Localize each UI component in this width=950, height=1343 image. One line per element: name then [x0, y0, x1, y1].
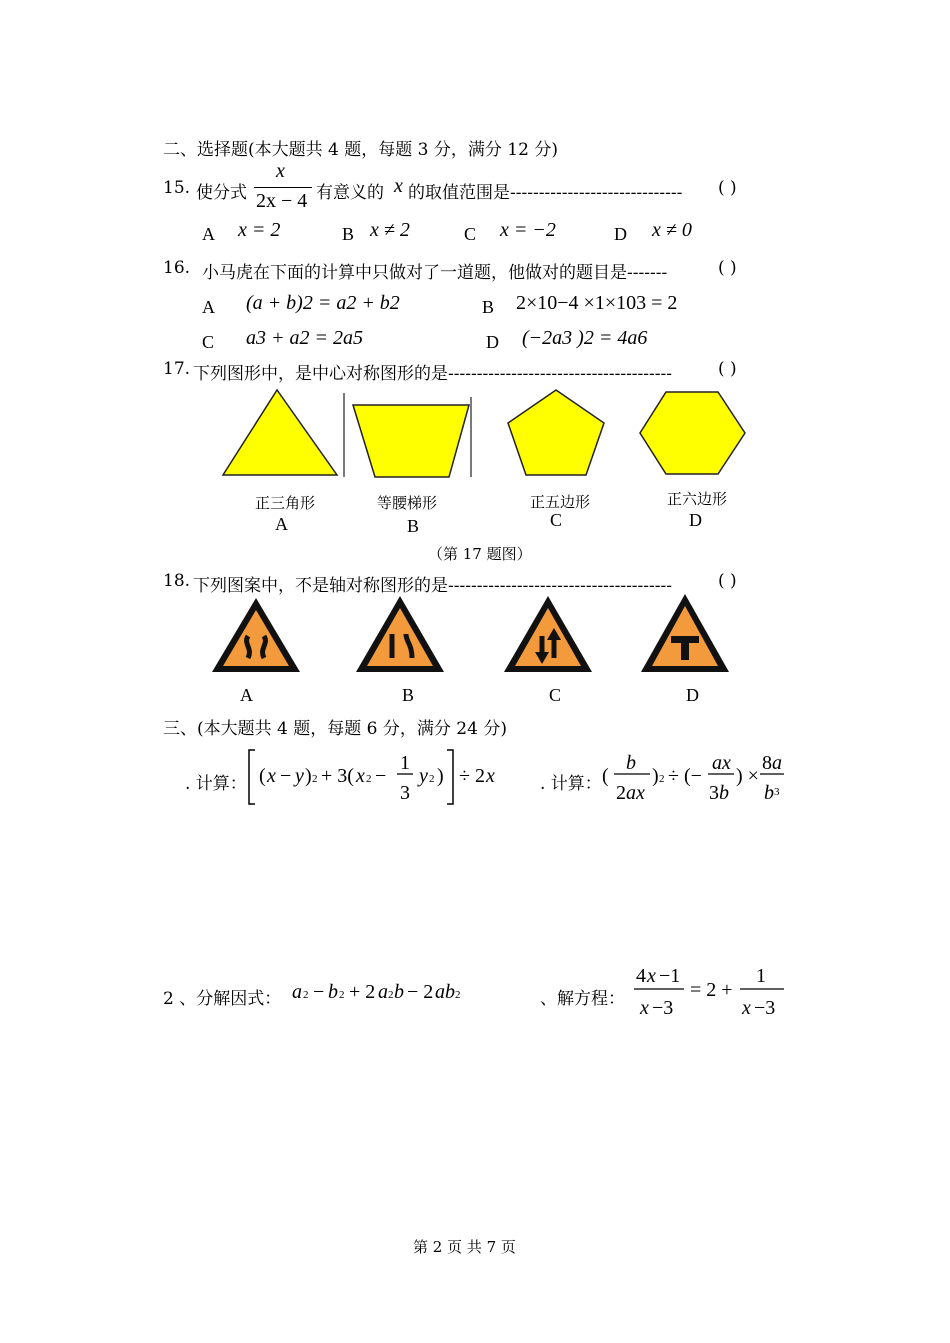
sign-b-letter: B [402, 685, 415, 705]
q15-text-after: 有意义的 [316, 183, 384, 203]
svg-text:2: 2 [339, 989, 345, 1001]
q16-text: 小马虎在下面的计算中只做对了一道题，他做对的题目是------- [202, 263, 668, 283]
svg-text:b: b [394, 981, 404, 1003]
svg-text:−1: −1 [659, 965, 681, 987]
sign-d-letter: D [686, 685, 699, 705]
shape-b-letter: B [407, 516, 420, 536]
q18-text: 下列图案中，不是轴对称图形的是--------------------------------------- [193, 576, 673, 596]
svg-text:− 2: − 2 [407, 981, 434, 1003]
problem-3-label: 2 、分解因式： [163, 989, 282, 1009]
problem-2-expression [600, 748, 790, 808]
q15-var: x [394, 175, 403, 197]
sign-a-letter: A [240, 685, 253, 705]
svg-text:2: 2 [455, 989, 461, 1001]
svg-text:−: − [280, 765, 292, 787]
svg-text:÷ (−: ÷ (− [668, 765, 702, 787]
svg-text:−: − [375, 765, 387, 787]
q15-option-b-expr: x ≠ 2 [370, 219, 410, 241]
svg-text:x: x [356, 765, 365, 787]
svg-text:1: 1 [400, 752, 410, 774]
svg-text:a: a [292, 981, 302, 1003]
shape-c-letter: C [550, 510, 563, 530]
q17-figure-caption: （第 17 题图） [428, 545, 532, 563]
svg-text:3: 3 [709, 782, 719, 804]
q17-number: 17. [163, 359, 191, 379]
problem-1-label: . 计算： [185, 774, 247, 794]
q16-option-c-letter: C [202, 332, 215, 352]
q15-fraction [254, 160, 312, 214]
svg-text:2: 2 [312, 773, 318, 785]
svg-text:−3: −3 [652, 997, 674, 1019]
t-junction-icon [639, 592, 731, 676]
svg-text:8: 8 [762, 752, 772, 774]
q15-text-end: 的取值范围是------------------------------ [408, 183, 683, 203]
page-footer [413, 1236, 516, 1257]
q15-option-a-letter: A [202, 224, 215, 244]
q16-option-a-expr: (a + b)2 = a2 + b2 [246, 292, 400, 314]
svg-text:b: b [764, 782, 774, 804]
q16-option-a-letter: A [202, 297, 215, 317]
problem-1-expression [245, 748, 505, 808]
problem-4-label: 、解方程： [540, 989, 625, 1009]
section3-heading: 三、(本大题共 4 题，每题 6 分，满分 24 分) [163, 719, 507, 739]
q15-option-b-letter: B [342, 224, 355, 244]
problem-4-equation [630, 958, 790, 1022]
svg-text:3: 3 [400, 782, 410, 804]
svg-text:): ) [652, 765, 659, 787]
shape-d-name: 正六边形 [667, 490, 728, 508]
shape-d-letter: D [689, 510, 702, 530]
q15-frac-den: 2x − 4 [256, 190, 308, 212]
svg-text:= 2 +: = 2 + [690, 979, 733, 1001]
q15-frac-num: x [276, 160, 285, 182]
q15-option-c-letter: C [464, 224, 477, 244]
svg-text:x: x [486, 765, 495, 787]
svg-text:ax: ax [712, 752, 731, 774]
svg-text:−: − [313, 981, 325, 1003]
shape-a-name: 正三角形 [255, 494, 316, 512]
svg-text:2: 2 [616, 782, 626, 804]
svg-text:3: 3 [774, 786, 780, 798]
road-narrows-one-side-icon [354, 594, 446, 676]
q15-number: 15. [163, 178, 191, 198]
equilateral-triangle-shape [223, 390, 337, 475]
page-number: 第 2 页 共 7 页 [413, 1238, 516, 1256]
q15-option-a-expr: x = 2 [238, 219, 281, 241]
section2-heading: 二、选择题(本大题共 4 题，每题 3 分，满分 12 分) [163, 140, 558, 160]
regular-pentagon-shape [508, 390, 604, 475]
svg-text:y: y [295, 765, 304, 787]
svg-text:x: x [742, 997, 751, 1019]
svg-text:4: 4 [636, 965, 646, 987]
q17-text: 下列图形中，是中心对称图形的是--------------------------------------- [193, 364, 673, 384]
svg-text:(: ( [259, 765, 266, 787]
q15-option-d-expr: x ≠ 0 [652, 219, 692, 241]
shape-a-letter: A [275, 514, 288, 534]
svg-text:) ×: ) × [736, 765, 759, 787]
svg-text:): ) [305, 765, 312, 787]
svg-text:1: 1 [756, 965, 766, 987]
q15-option-c-expr: x = −2 [500, 219, 556, 241]
shape-b-name: 等腰梯形 [377, 494, 438, 512]
q15-answer-bracket[interactable]: ( ) [718, 178, 737, 198]
regular-hexagon-shape [640, 392, 745, 474]
svg-text:2: 2 [366, 773, 372, 785]
svg-text:y: y [419, 765, 428, 787]
svg-text:ax: ax [626, 782, 645, 804]
svg-text:2: 2 [388, 989, 394, 1001]
q18-number: 18. [163, 571, 191, 591]
svg-text:÷ 2: ÷ 2 [459, 765, 485, 787]
problem-3-expression [290, 976, 490, 1006]
svg-text:−3: −3 [754, 997, 776, 1019]
isosceles-trapezoid-shape [353, 405, 469, 477]
svg-text:x: x [640, 997, 649, 1019]
svg-text:x: x [647, 965, 656, 987]
q16-number: 16. [163, 258, 191, 278]
sign-c-letter: C [549, 685, 562, 705]
q16-option-d-letter: D [486, 332, 499, 352]
svg-text:2: 2 [303, 989, 309, 1001]
road-narrows-both-sides-icon [210, 596, 302, 676]
svg-text:ab: ab [435, 981, 455, 1003]
q17-shapes-figure [215, 385, 755, 485]
q16-answer-bracket[interactable]: ( ) [718, 258, 737, 278]
q17-answer-bracket[interactable]: ( ) [718, 359, 737, 379]
shape-c-name: 正五边形 [530, 493, 591, 511]
problem-2-label: . 计算： [540, 774, 602, 794]
svg-text:a: a [378, 981, 388, 1003]
two-way-traffic-icon [502, 594, 594, 676]
svg-text:): ) [437, 765, 444, 787]
svg-text:2: 2 [659, 773, 665, 785]
svg-text:+ 2: + 2 [349, 981, 376, 1003]
q16-option-c-expr: a3 + a2 = 2a5 [246, 327, 363, 349]
q15-text-before: 使分式 [196, 183, 247, 203]
q16-option-d-expr: (−2a3 )2 = 4a6 [522, 327, 648, 349]
svg-text:2: 2 [429, 773, 435, 785]
svg-text:x: x [267, 765, 276, 787]
svg-text:b: b [328, 981, 338, 1003]
q18-answer-bracket[interactable]: ( ) [718, 571, 737, 591]
svg-text:a: a [772, 752, 782, 774]
q15-option-d-letter: D [614, 224, 627, 244]
q16-option-b-expr: 2×10−4 ×1×103 = 2 [516, 292, 678, 314]
svg-text:(: ( [602, 765, 609, 787]
svg-text:b: b [626, 752, 636, 774]
svg-text:b: b [719, 782, 729, 804]
svg-text:+ 3(: + 3( [321, 765, 354, 787]
q16-option-b-letter: B [482, 297, 495, 317]
